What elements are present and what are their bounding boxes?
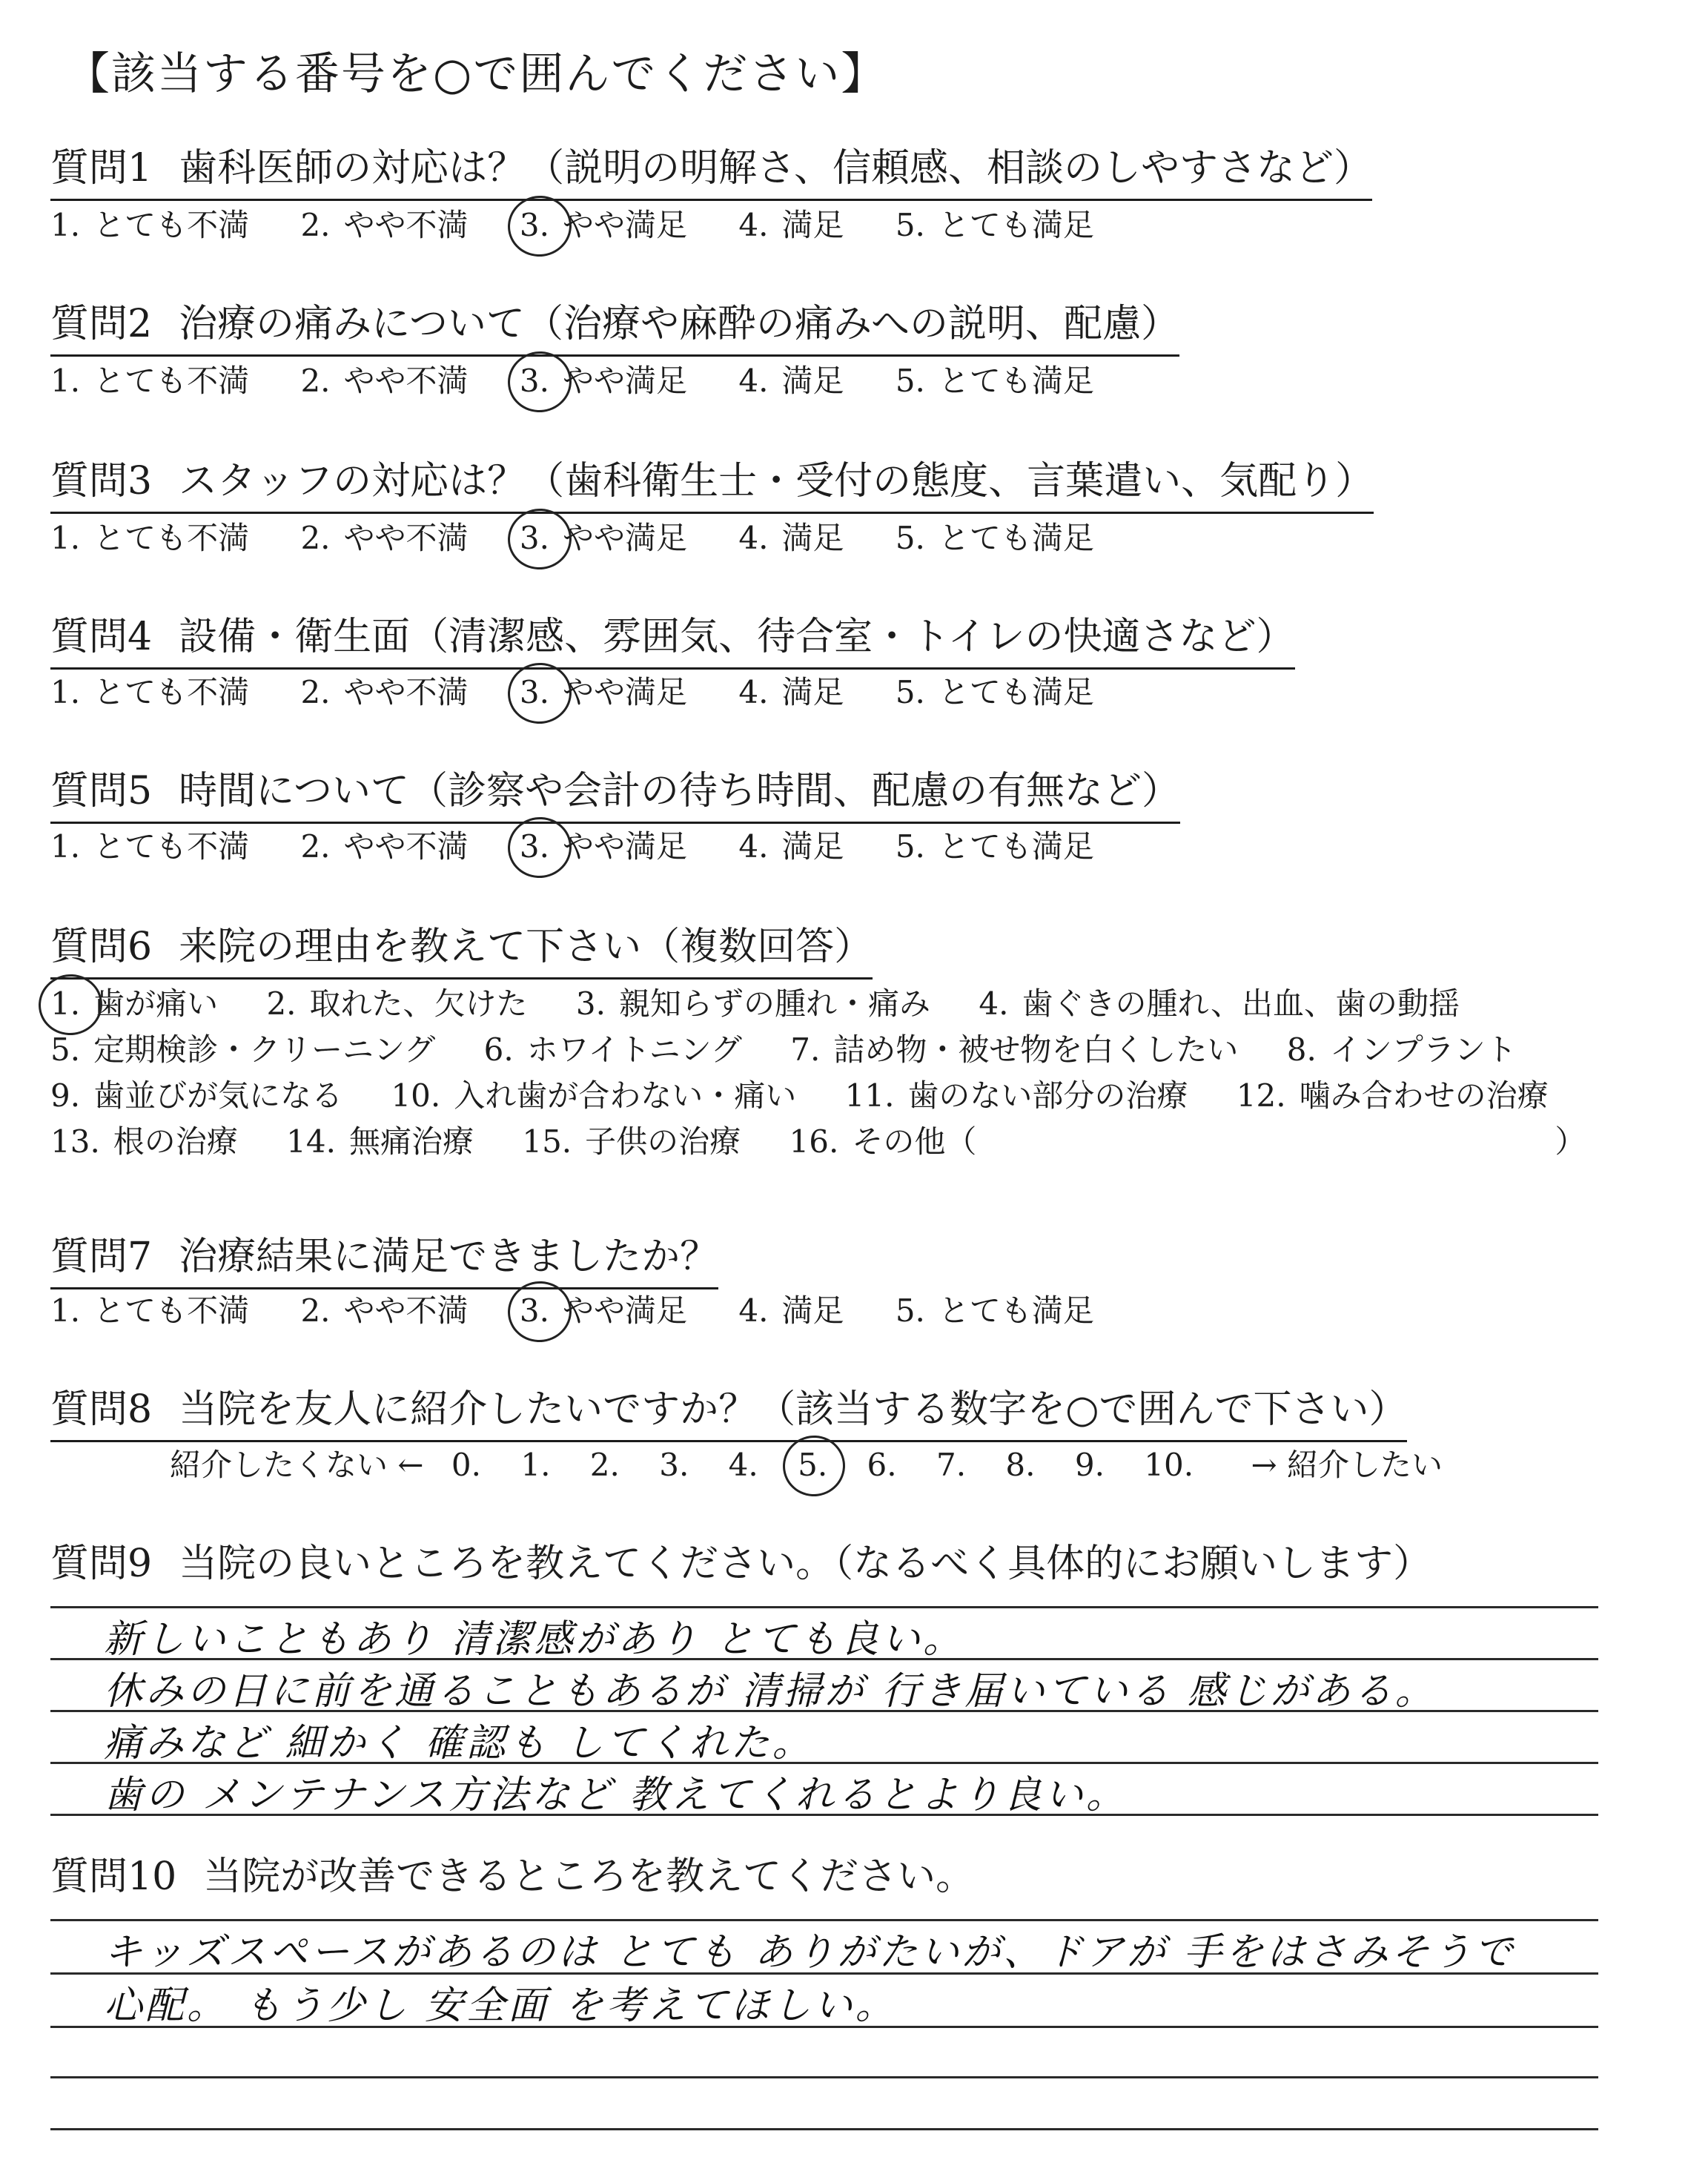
option-1[interactable]: 1. とても不満 — [50, 674, 250, 710]
question-number: 質問2 — [50, 302, 153, 346]
scale-7[interactable]: 7. — [936, 1447, 967, 1483]
option-2[interactable]: 2. やや不満 — [300, 674, 469, 710]
question-number: 質問3 — [50, 459, 153, 503]
reason-3[interactable]: 3. 親知らずの腫れ・痛み — [575, 985, 930, 1022]
question-text: 当院の良いところを教えてください。（なるべく具体的にお願いします） — [179, 1542, 1432, 1586]
question-1-options — [50, 205, 1136, 246]
reason-row — [50, 1075, 1624, 1121]
question-5-options — [50, 826, 1136, 868]
question-number: 質問8 — [50, 1387, 153, 1432]
question-6-heading — [50, 924, 873, 980]
reason-10[interactable]: 10. 入れ歯が合わない・痛い — [391, 1077, 797, 1114]
option-1[interactable]: 1. とても不満 — [50, 828, 250, 865]
question-3-options — [50, 518, 1136, 559]
question-text: 治療結果に満足できましたか？ — [179, 1235, 719, 1279]
option-4[interactable]: 4. 満足 — [738, 674, 844, 710]
question-7-options — [50, 1290, 1136, 1332]
scale-0[interactable]: 0. — [451, 1447, 481, 1483]
scale-8[interactable]: 8. — [1005, 1447, 1036, 1483]
handwritten-answer-line[interactable]: 歯の メンテナンス方法など 教えてくれるとより良い。 — [104, 1773, 1128, 1817]
reason-8[interactable]: 8. インプラント — [1286, 1031, 1517, 1068]
scale-1[interactable]: 1. — [520, 1447, 551, 1483]
option-3-selected[interactable]: 3. やや満足 — [519, 828, 687, 865]
reason-row — [50, 1121, 1624, 1167]
question-9-heading — [50, 1541, 1431, 1594]
reason-9[interactable]: 9. 歯並びが気になる — [50, 1077, 343, 1114]
handwritten-answer-line[interactable]: 休みの日に前を通ることもあるが 清掃が 行き届いている 感じがある。 — [104, 1669, 1437, 1714]
reason-12[interactable]: 12. 噛み合わせの治療 — [1236, 1077, 1549, 1114]
recommend-scale — [152, 1444, 1460, 1486]
question-text: 治療の痛みについて（治療や麻酔の痛みへの説明、配慮） — [179, 302, 1180, 346]
question-6-options — [50, 983, 1624, 1167]
answer-rule — [50, 2076, 1598, 2078]
scale-3[interactable]: 3. — [659, 1447, 689, 1483]
reason-2[interactable]: 2. 取れた、欠けた — [266, 985, 528, 1022]
reason-13[interactable]: 13. 根の治療 — [50, 1123, 238, 1160]
option-2[interactable]: 2. やや不満 — [300, 828, 469, 865]
option-5[interactable]: 5. とても満足 — [895, 363, 1094, 399]
question-4-heading — [50, 614, 1295, 670]
scale-9[interactable]: 9. — [1074, 1447, 1105, 1483]
scale-2[interactable]: 2. — [589, 1447, 620, 1483]
option-2[interactable]: 2. やや不満 — [300, 1292, 469, 1329]
question-2-options — [50, 360, 1136, 402]
question-number: 質問9 — [50, 1542, 153, 1586]
scale-left-label: 紹介したくない ← — [170, 1447, 424, 1483]
scale-right-label: → 紹介したい — [1251, 1447, 1443, 1483]
question-8-heading — [50, 1387, 1407, 1442]
question-text: 来院の理由を教えて下さい（複数回答） — [179, 925, 873, 969]
question-text: 当院を友人に紹介したいですか？（該当する数字を○で囲んで下さい） — [179, 1387, 1408, 1432]
page-title: 【該当する番号を○で囲んでください】 — [65, 48, 887, 100]
question-5-heading — [50, 768, 1180, 824]
option-5[interactable]: 5. とても満足 — [895, 1292, 1094, 1329]
reason-6[interactable]: 6. ホワイトニング — [483, 1031, 742, 1068]
reason-7[interactable]: 7. 詰め物・被せ物を白くしたい — [790, 1031, 1239, 1068]
option-3-selected[interactable]: 3. やや満足 — [519, 207, 687, 243]
option-5[interactable]: 5. とても満足 — [895, 207, 1094, 243]
question-number: 質問7 — [50, 1235, 153, 1279]
question-2-heading — [50, 301, 1179, 357]
option-3-selected[interactable]: 3. やや満足 — [519, 1292, 687, 1329]
reason-11[interactable]: 11. 歯のない部分の治療 — [844, 1077, 1188, 1114]
reason-1-selected[interactable]: 1. 歯が痛い — [50, 985, 219, 1022]
option-3-selected[interactable]: 3. やや満足 — [519, 363, 687, 399]
question-number: 質問4 — [50, 615, 153, 659]
reason-5[interactable]: 5. 定期検診・クリーニング — [50, 1031, 436, 1068]
question-text: スタッフの対応は？（歯科衛生士・受付の態度、言葉遣い、気配り） — [179, 459, 1374, 503]
reason-row — [50, 983, 1624, 1029]
scale-6[interactable]: 6. — [867, 1447, 897, 1483]
reason-row — [50, 1029, 1624, 1075]
option-2[interactable]: 2. やや不満 — [300, 363, 469, 399]
option-3-selected[interactable]: 3. やや満足 — [519, 520, 687, 556]
option-1[interactable]: 1. とても不満 — [50, 363, 250, 399]
option-3-selected[interactable]: 3. やや満足 — [519, 674, 687, 710]
option-4[interactable]: 4. 満足 — [738, 828, 844, 865]
scale-10[interactable]: 10. — [1144, 1447, 1194, 1483]
question-1-heading — [50, 145, 1372, 201]
option-1[interactable]: 1. とても不満 — [50, 1292, 250, 1329]
handwritten-answer-line[interactable]: 痛みなど 細かく 確認も してくれた。 — [104, 1721, 814, 1766]
question-text: 設備・衛生面（清潔感、雰囲気、待合室・トイレの快適さなど） — [179, 615, 1295, 659]
question-text: 時間について（診察や会計の待ち時間、配慮の有無など） — [179, 769, 1181, 813]
reason-4[interactable]: 4. 歯ぐきの腫れ、出血、歯の動揺 — [979, 985, 1460, 1022]
question-7-heading — [50, 1234, 718, 1289]
reason-14[interactable]: 14. 無痛治療 — [286, 1123, 474, 1160]
answer-rule — [50, 2128, 1598, 2130]
question-3-heading — [50, 458, 1374, 514]
scale-5-selected[interactable]: 5. — [798, 1444, 827, 1486]
handwritten-answer-line[interactable]: 心配。 もう少し 安全面 を考えてほしい。 — [104, 1984, 897, 2028]
reason-16-other[interactable]: 16. その他（ ） — [789, 1123, 1586, 1160]
question-number: 質問1 — [50, 146, 153, 191]
option-5[interactable]: 5. とても満足 — [895, 828, 1094, 865]
option-5[interactable]: 5. とても満足 — [895, 520, 1094, 556]
option-4[interactable]: 4. 満足 — [738, 1292, 844, 1329]
scale-4[interactable]: 4. — [728, 1447, 758, 1483]
question-text: 当院が改善できるところを教えてください。 — [203, 1855, 975, 1899]
question-4-options — [50, 672, 1136, 713]
question-text: 歯科医師の対応は？（説明の明解さ、信頼感、相談のしやすさなど） — [179, 146, 1373, 191]
handwritten-answer-line[interactable]: 新しいこともあり 清潔感があり とても良い。 — [104, 1617, 965, 1662]
option-5[interactable]: 5. とても満足 — [895, 674, 1094, 710]
question-number: 質問5 — [50, 769, 153, 813]
option-2[interactable]: 2. やや不満 — [300, 520, 469, 556]
handwritten-answer-line[interactable]: キッズスペースがあるのは とても ありがたいが、ドアが 手をはさみそうで — [104, 1930, 1516, 1975]
question-10-heading — [50, 1854, 974, 1907]
option-1[interactable]: 1. とても不満 — [50, 520, 250, 556]
reason-15[interactable]: 15. 子供の治療 — [522, 1123, 741, 1160]
question-number: 質問10 — [50, 1855, 177, 1899]
option-4[interactable]: 4. 満足 — [738, 207, 844, 243]
option-4[interactable]: 4. 満足 — [738, 363, 844, 399]
option-1[interactable]: 1. とても不満 — [50, 207, 250, 243]
question-number: 質問6 — [50, 925, 153, 969]
option-2[interactable]: 2. やや不満 — [300, 207, 469, 243]
option-4[interactable]: 4. 満足 — [738, 520, 844, 556]
